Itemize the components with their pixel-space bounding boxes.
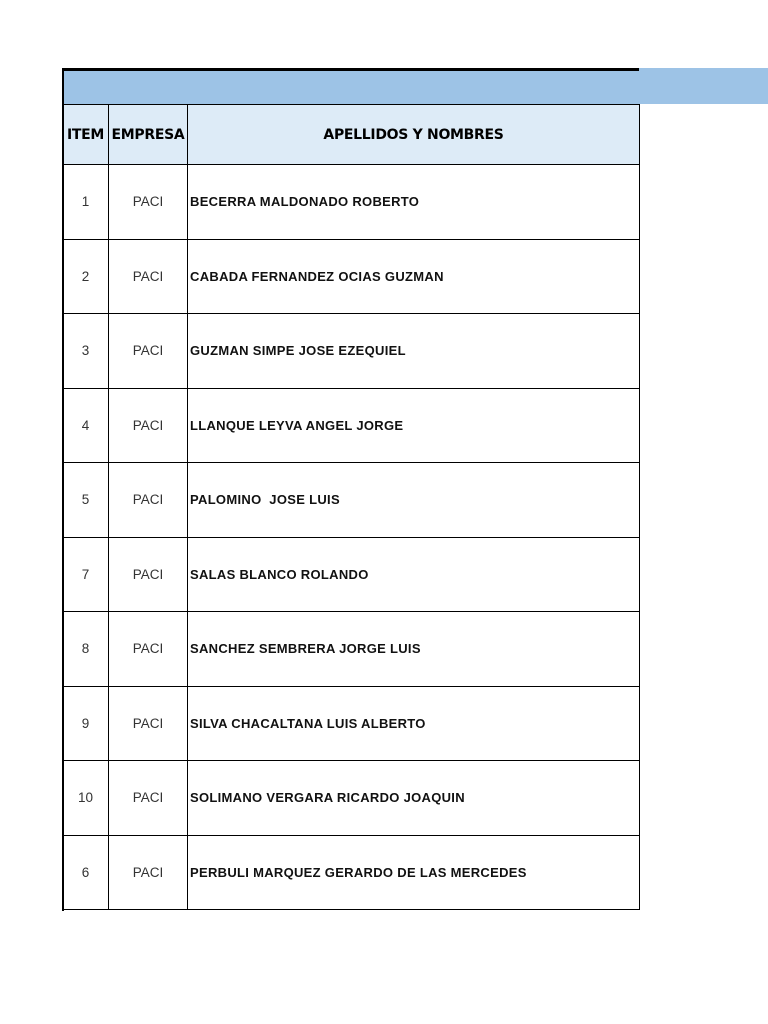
empresa-cell[interactable]: PACI [109, 165, 188, 240]
empresa-cell[interactable]: PACI [109, 835, 188, 910]
item-cell[interactable]: 6 [63, 835, 109, 910]
nombre-cell[interactable]: SILVA CHACALTANA LUIS ALBERTO [188, 686, 640, 761]
left-border [62, 68, 64, 911]
nombre-cell[interactable]: SOLIMANO VERGARA RICARDO JOAQUIN [188, 761, 640, 836]
nombre-cell[interactable]: BECERRA MALDONADO ROBERTO [188, 165, 640, 240]
nombre-cell[interactable]: GUZMAN SIMPE JOSE EZEQUIEL [188, 314, 640, 389]
table-row[interactable] [63, 239, 640, 314]
empresa-cell[interactable]: PACI [109, 537, 188, 612]
empresa-cell[interactable]: PACI [109, 239, 188, 314]
item-cell[interactable]: 5 [63, 463, 109, 538]
table-row[interactable] [63, 835, 640, 910]
empresa-cell[interactable]: PACI [109, 686, 188, 761]
empresa-cell[interactable]: PACI [109, 314, 188, 389]
nombre-cell[interactable]: CABADA FERNANDEZ OCIAS GUZMAN [188, 239, 640, 314]
table-header [63, 105, 640, 165]
nombre-cell[interactable]: SALAS BLANCO ROLANDO [188, 537, 640, 612]
table-body [63, 165, 640, 910]
table-row[interactable] [63, 165, 640, 240]
table-row[interactable] [63, 463, 640, 538]
table-row[interactable] [63, 314, 640, 389]
nombre-cell[interactable]: PALOMINO JOSE LUIS [188, 463, 640, 538]
item-cell[interactable]: 1 [63, 165, 109, 240]
column-header-item[interactable]: ITEM [63, 105, 109, 165]
column-header-nombres[interactable]: APELLIDOS Y NOMBRES [188, 105, 640, 165]
item-cell[interactable]: 10 [63, 761, 109, 836]
item-cell[interactable]: 4 [63, 388, 109, 463]
personnel-table-container [62, 104, 639, 910]
table-row[interactable] [63, 761, 640, 836]
title-band [62, 68, 768, 104]
empresa-cell[interactable]: PACI [109, 761, 188, 836]
empresa-cell[interactable]: PACI [109, 388, 188, 463]
table-row[interactable] [63, 686, 640, 761]
empresa-cell[interactable]: PACI [109, 612, 188, 687]
table-row[interactable] [63, 612, 640, 687]
table-row[interactable] [63, 388, 640, 463]
column-header-empresa[interactable]: EMPRESA [109, 105, 188, 165]
nombre-cell[interactable]: LLANQUE LEYVA ANGEL JORGE [188, 388, 640, 463]
item-cell[interactable]: 3 [63, 314, 109, 389]
empresa-cell[interactable]: PACI [109, 463, 188, 538]
nombre-cell[interactable]: PERBULI MARQUEZ GERARDO DE LAS MERCEDES [188, 835, 640, 910]
personnel-table [62, 104, 640, 910]
item-cell[interactable]: 9 [63, 686, 109, 761]
header-row [63, 105, 640, 165]
table-row[interactable] [63, 537, 640, 612]
item-cell[interactable]: 2 [63, 239, 109, 314]
nombre-cell[interactable]: SANCHEZ SEMBRERA JORGE LUIS [188, 612, 640, 687]
item-cell[interactable]: 7 [63, 537, 109, 612]
item-cell[interactable]: 8 [63, 612, 109, 687]
top-border [62, 68, 639, 71]
